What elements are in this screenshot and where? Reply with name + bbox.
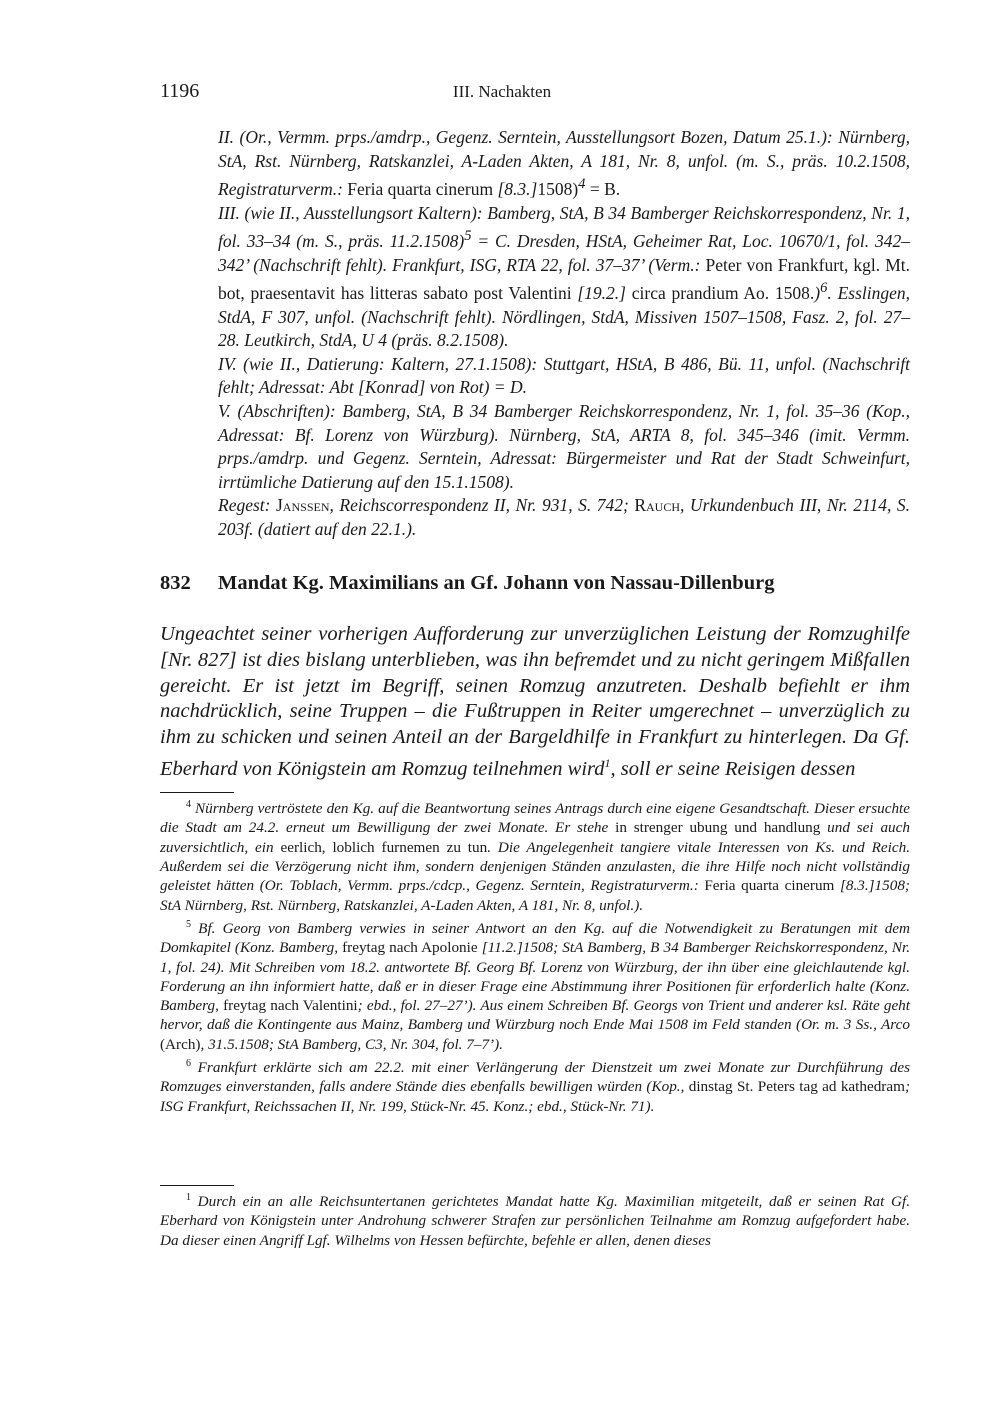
footnote-6 (160, 1054, 910, 1116)
running-head: III. Nachakten (452, 82, 552, 101)
document-number: 832 (160, 572, 191, 594)
prov-text: [8.3.] (497, 179, 538, 200)
summary-text: Ungeachtet seiner vorherigen Aufforderung zur unverzüglichen Leistung der Romzughilfe [Nr. 827] ist dies bislang unterblieben, was ihn befremdet und zu nicht geringem Mißfallen gereicht. Er ist jetzt im Begriff, seinen Romzug anzutreten. Deshalb befiehlt er ihm nachdrücklich, seine Truppen – die Fußtruppen in Reiter umgerechnet – unverzüglich zu ihm zu schicken und seinen Anteil an der Bargeldhilfe in Frankfurt zu hinterlegen. Da Gf. Eberhard von Königstein am Romzug teilnehmen wird (160, 623, 910, 780)
document-summary (160, 622, 910, 783)
footnote-quote: freytag nach Valentini (223, 997, 358, 1015)
prov-text: . Esslingen, StdA, F 307, unfol. (Nachschrift fehlt). Nördlingen, StdA, Missiven 1507–1508, Fasz. 2, fol. 27–28. Leutkirch, StdA, U 4 (präs. 8.2.1508). (218, 283, 910, 351)
prov-quote: Feria quarta cinerum (347, 179, 498, 200)
footnote-text: und sei auch zuversichtlich, ein (160, 819, 910, 856)
prov-text: = B. (585, 179, 621, 200)
footnote-number: 1 (186, 1192, 191, 1203)
page-number: 1196 (160, 80, 200, 102)
prov-text: , Urkundenbuch III, Nr. 2114, S. 203f. (datiert auf den 22.1.). (218, 495, 910, 539)
prov-text: = C. Dresden, HStA, Geheimer Rat, Loc. 10670/1, fol. 342–342’ (Nachschrift fehlt). Frankfurt, ISG, RTA 22, fol. 37–37’ (Verm.: (218, 231, 910, 275)
footnote-text: ; ISG Frankfurt, Reichssachen II, Nr. 199, Stück-Nr. 45. Konz.; ebd., Stück-Nr. 71). (160, 1078, 910, 1115)
document-title: Mandat Kg. Maximilians an Gf. Johann von Nassau-Dillenburg (218, 572, 775, 594)
footnote-quote: (Arch) (160, 1035, 201, 1053)
footnote-text: [11.2.]1508; StA Bamberg, B 34 Bamberger Reichskorrespondenz, Nr. 1, fol. 24). Mit Schreiben vom 18.2. antwortete Bf. Georg Bf. Lorenz von Würzburg, der ihn über eine gleichlautende kgl. Forderung an ihn informiert hatte, daß er in dieser Frage eine Abstimmung ihrer Positionen für erforderlich halte (Konz. Bamberg, (160, 939, 910, 1015)
footnote-quote: Feria quarta cinerum (704, 877, 835, 895)
footnote-number: 5 (186, 918, 191, 930)
footnote-1 (160, 1188, 910, 1250)
footnote-ref: 5 (464, 228, 472, 245)
provenance-entry-ii (218, 126, 910, 202)
footnote-4 (160, 795, 910, 915)
provenance-block (218, 126, 910, 542)
prov-quote: Peter von Frankfurt, kgl. Mt. bot, praesentavit has litteras sabato post Valentini (218, 254, 910, 304)
footnote-text: , 31.5.1508; StA Bamberg, C3, Nr. 304, fol. 7–7’). (200, 1035, 503, 1053)
footnote-text: [8.3.]1508; StA Nürnberg, Rst. Nürnberg, Ratskanzlei, A-Laden Akten, A 181, Nr. 8, unfol.). (160, 877, 910, 914)
prov-text: ) (814, 283, 821, 304)
footnote-text: Nürnberg vertröstete den Kg. auf die Beantwortung seines Antrags durch eine eigene Gesandtschaft. Dieser ersuchte die Stadt am 24.2. erneut um Bewilligung der zwei Monate. Er stehe (160, 800, 910, 837)
provenance-entry-iv (218, 353, 910, 400)
provenance-footnotes (160, 795, 910, 1116)
prov-text: , Reichscorrespondenz II, Nr. 931, S. 742; (329, 495, 635, 516)
footnote-rule (160, 1185, 234, 1186)
prov-text: V. (Abschriften): Bamberg, StA, B 34 Bamberger Reichskorrespondenz, Nr. 1, fol. 35–36 (Kop., Adressat: Bf. Lorenz von Würzburg). Nürnberg, StA, ARTA 8, fol. 345–346 (imit. Vermm. prps./amdrp. und Gegenz. Serntein, Adressat: Bürgermeister und Rat der Stadt Schweinfurt, irrtümliche Datierung auf den 15.1.1508). (218, 401, 910, 492)
prov-quote: circa prandium Ao. 1508. (625, 283, 815, 304)
footnote-quote: eerlich, loblich furnemen zu tun (280, 838, 488, 856)
footnote-quote: freytag nach Apolonie (342, 939, 478, 957)
prov-text: Regest: (218, 495, 276, 516)
footnote-ref: 4 (578, 176, 586, 193)
document-heading (160, 572, 920, 595)
footnote-5 (160, 915, 910, 1054)
footnote-ref: 1 (604, 755, 611, 770)
provenance-entry-iii (218, 202, 910, 353)
provenance-entry-v (218, 400, 910, 494)
footnote-text: Durch ein an alle Reichsuntertanen gerichtetes Mandat hatte Kg. Maximilian mitgeteilt, daß er seinen Rat Gf. Eberhard von Königstein unter Androhung schwerer Strafen zur persönlichen Teilnahme am Romzug aufgefordert habe. Da dieser einen Angriff Lgf. Wilhelms von Hessen befürchte, befehle er allen, denen dieses (160, 1193, 910, 1249)
author-name: Janssen (276, 495, 330, 516)
footnote-text: Bf. Georg von Bamberg verwies in seiner Antwort an den Kg. auf die Notwendigkeit zu Beratungen mit dem Domkapitel (Konz. Bamberg, (160, 919, 910, 957)
summary-text: , soll er seine Reisigen dessen (610, 757, 856, 780)
footnote-quote: in strenger ubung und handlung (615, 819, 821, 837)
prov-text: II. (Or., Vermm. prps./amdrp., Gegenz. Serntein, Ausstellungsort Bozen, Datum 25.1.): Nürnberg, StA, Rst. Nürnberg, Ratskanzlei, A-Laden Akten, A 181, Nr. 8, unfol. (m. S., präs. 10.2.1508, Registraturverm.: (218, 127, 910, 200)
text-footnotes (160, 1188, 910, 1250)
footnote-number: 6 (186, 1057, 191, 1069)
prov-quote: 1508) (537, 179, 579, 200)
footnote-ref: 6 (820, 280, 828, 297)
footnote-text: . Die Angelegenheit tangiere vitale Interessen von Ks. und Reich. Außerdem sei die Verzögerung nicht ihm, sondern denjenigen Ständen anzulasten, die ihre Hilfe noch nicht vollständig geleistet hätten (Or. Toblach, Vermm. prps./cdcp., Gegenz. Serntein, Registraturverm.: (160, 838, 910, 895)
footnote-rule (160, 792, 234, 793)
prov-text: IV. (wie II., Datierung: Kaltern, 27.1.1508): Stuttgart, HStA, B 486, Bü. 11, unfol. (Nachschrift fehlt; Adressat: Abt [Konrad] von Rot) = D. (218, 353, 910, 398)
author-name: Rauch (634, 495, 681, 516)
prov-text: III. (wie II., Ausstellungsort Kaltern): Bamberg, StA, B 34 Bamberger Reichskorrespondenz, Nr. 1, fol. 33–34 (m. S., präs. 11.2.1508) (218, 202, 910, 252)
footnote-quote: dinstag St. Peters tag ad kathedram (688, 1078, 905, 1096)
prov-text: [19.2.] (577, 283, 626, 304)
footnote-number: 4 (186, 799, 191, 810)
regest-entry (218, 494, 910, 541)
footnote-text: ; ebd., fol. 27–27’). Aus einem Schreiben Bf. Georgs von Trient und anderer ksl. Räte geht hervor, daß die Kontingente aus Mainz, Bamberg und Würzburg noch Ende Mai 1508 im Feld standen (Or. m. 3 Ss., Arco (160, 997, 910, 1034)
footnote-text: Frankfurt erklärte sich am 22.2. mit einer Verlängerung der Dienstzeit um zwei Monate zur Durchführung des Romzuges einverstanden, falls andere Stände dies ebenfalls bewilligen würden (Kop., (160, 1059, 910, 1096)
